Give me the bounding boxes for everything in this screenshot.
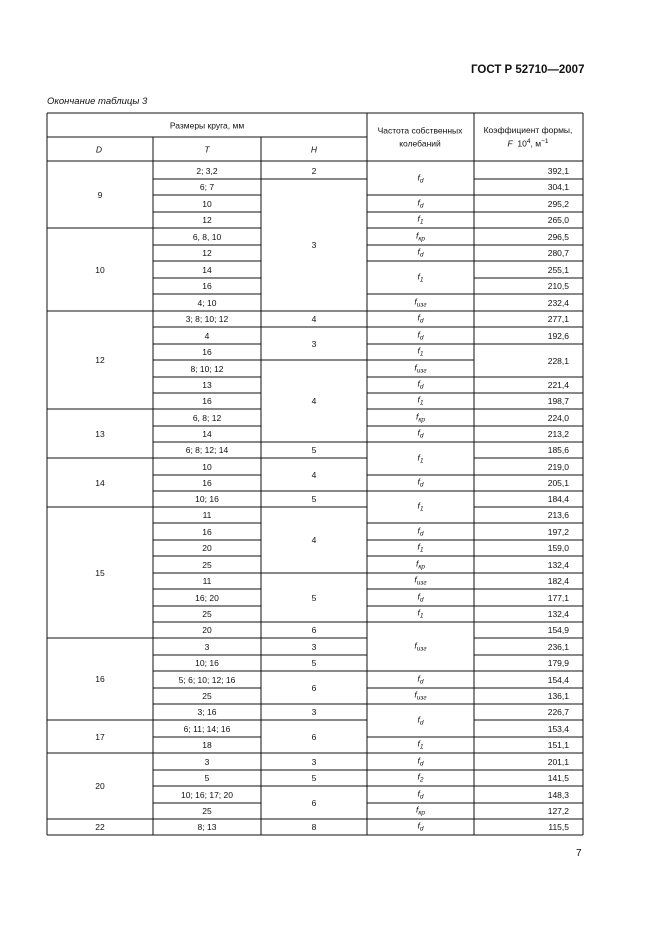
d-cell: 17 — [95, 731, 105, 742]
frequency-symbol: f — [417, 738, 420, 749]
frequency-cell — [418, 739, 424, 751]
coefficient-cell: 127,2 — [547, 805, 569, 816]
coefficient-cell: 224,0 — [547, 412, 569, 423]
frequency-cell — [418, 542, 424, 554]
frequency-subscript: 1 — [419, 456, 424, 464]
coefficient-cell: 136,1 — [547, 690, 569, 701]
frequency-symbol: f — [417, 171, 420, 182]
frequency-cell — [416, 559, 425, 571]
frequency-symbol: f — [414, 574, 417, 585]
t-cell: 10 — [202, 461, 212, 472]
frequency-cell — [418, 592, 424, 604]
coefficient-cell: 197,2 — [547, 526, 569, 537]
t-cell: 16 — [202, 395, 212, 406]
coefficient-cell: 159,0 — [547, 542, 569, 553]
t-cell: 8; 10; 12 — [190, 363, 224, 374]
frequency-symbol: f — [417, 713, 420, 724]
d-cell: 20 — [95, 780, 105, 791]
frequency-subscript: d — [419, 481, 424, 489]
frequency-subscript: 1 — [419, 399, 424, 407]
frequency-symbol: f — [417, 820, 420, 831]
h-cell: 4 — [311, 469, 317, 480]
t-cell: 6; 11; 14; 16 — [183, 723, 231, 734]
coefficient-cell: 236,1 — [547, 641, 569, 652]
h-cell: 6 — [311, 682, 317, 693]
coefficient-cell: 213,6 — [547, 509, 569, 520]
header-t: T — [204, 144, 210, 155]
frequency-subscript: d — [419, 529, 424, 537]
frequency-subscript: 1 — [419, 275, 424, 283]
frequency-subscript: d — [419, 251, 424, 259]
t-cell: 6; 8; 12; 14 — [185, 444, 229, 455]
t-cell: 4 — [204, 330, 210, 341]
d-cell: 22 — [95, 821, 105, 832]
frequency-symbol: f — [417, 541, 420, 552]
frequency-cell — [418, 772, 424, 784]
frequency-subscript: изг — [416, 366, 427, 374]
coefficient-cell: 221,4 — [547, 379, 569, 390]
coefficient-cell: 295,2 — [547, 198, 569, 209]
frequency-symbol: f — [417, 607, 420, 618]
frequency-subscript: d — [419, 825, 424, 833]
frequency-subscript: d — [419, 595, 424, 603]
coefficient-cell: 201,1 — [547, 756, 569, 767]
frequency-subscript: d — [419, 383, 424, 391]
h-cell: 6 — [311, 624, 317, 635]
t-cell: 10; 16 — [195, 493, 219, 504]
coefficient-cell: 153,4 — [547, 723, 569, 734]
d-cell: 16 — [95, 673, 105, 684]
frequency-subscript: d — [419, 317, 424, 325]
frequency-cell — [418, 526, 424, 538]
coefficient-cell: 151,1 — [547, 739, 569, 750]
standard-number: ГОСТ Р 52710—2007 — [471, 64, 585, 76]
header-coefficient-line1: Коэффициент формы, — [483, 124, 573, 135]
coefficient-cell: 177,1 — [547, 592, 569, 603]
frequency-subscript: 1 — [419, 350, 424, 358]
frequency-subscript: d — [419, 677, 424, 685]
frequency-symbol: f — [415, 229, 419, 240]
coefficient-cell: 132,4 — [547, 559, 569, 570]
frequency-symbol: f — [417, 394, 420, 405]
frequency-cell — [418, 346, 424, 358]
frequency-subscript: кр — [418, 234, 426, 242]
t-cell: 5 — [204, 772, 210, 783]
frequency-symbol: f — [417, 196, 420, 207]
t-cell: 14 — [202, 264, 212, 275]
page-number: 7 — [576, 848, 582, 859]
frequency-cell — [414, 690, 426, 702]
coefficient-cell: 115,5 — [548, 821, 569, 832]
frequency-symbol: f — [417, 771, 420, 782]
frequency-symbol: f — [417, 270, 420, 281]
t-cell: 20 — [202, 624, 212, 635]
h-cell: 3 — [311, 706, 317, 717]
frequency-symbol: f — [417, 345, 420, 356]
coefficient-cell: 132,4 — [547, 608, 569, 619]
coefficient-cell: 198,7 — [547, 395, 569, 406]
frequency-cell — [418, 674, 424, 686]
header-d: D — [95, 144, 103, 155]
coefficient-cell: 277,1 — [547, 313, 569, 324]
t-cell: 3 — [204, 756, 210, 767]
t-cell: 25 — [202, 608, 212, 619]
t-cell: 16 — [202, 280, 212, 291]
d-cell: 15 — [95, 567, 105, 578]
frequency-cell — [418, 821, 424, 833]
coefficient-unit: , м — [530, 138, 542, 149]
frequency-cell — [418, 313, 424, 325]
h-cell: 8 — [311, 821, 317, 832]
d-cell: 9 — [97, 189, 103, 200]
frequency-cell — [418, 477, 424, 489]
t-cell: 3; 8; 10; 12 — [185, 313, 229, 324]
frequency-subscript: изг — [416, 579, 427, 587]
t-cell: 20 — [202, 542, 212, 553]
t-cell: 12 — [202, 247, 212, 258]
header-frequency — [378, 124, 463, 150]
coefficient-unit-exponent: −1 — [541, 137, 549, 145]
frequency-cell — [416, 412, 425, 424]
frequency-cell — [418, 330, 424, 342]
t-cell: 11 — [202, 509, 212, 520]
t-cell: 10; 16; 17; 20 — [181, 789, 233, 800]
h-cell: 5 — [311, 444, 317, 455]
frequency-symbol: f — [417, 427, 420, 438]
frequency-subscript: 1 — [419, 743, 424, 751]
t-cell: 25 — [202, 805, 212, 816]
h-cell: 4 — [311, 534, 317, 545]
coefficient-cell: 255,1 — [547, 264, 569, 275]
frequency-cell — [418, 247, 424, 259]
frequency-cell — [414, 641, 426, 653]
coefficient-cell: 265,0 — [547, 214, 569, 225]
d-cell: 10 — [95, 264, 105, 275]
frequency-cell — [418, 272, 424, 284]
frequency-symbol: f — [417, 378, 420, 389]
coefficient-cell: 192,6 — [547, 330, 569, 341]
frequency-cell — [418, 173, 424, 185]
header-h: H — [310, 144, 318, 155]
frequency-subscript: кр — [418, 415, 426, 423]
coefficient-cell: 392,1 — [547, 165, 569, 176]
coefficient-cell: 205,1 — [547, 477, 569, 488]
h-cell: 3 — [311, 338, 317, 349]
frequency-cell — [418, 756, 424, 768]
coefficient-cell: 219,0 — [547, 461, 569, 472]
header-sizes-group: Размеры круга, мм — [169, 120, 245, 131]
t-cell: 13 — [202, 379, 212, 390]
d-cell: 13 — [95, 428, 105, 439]
coefficient-multiplier: 10 — [517, 138, 527, 149]
h-cell: 4 — [311, 395, 317, 406]
coefficient-cell: 185,6 — [547, 444, 569, 455]
frequency-cell — [418, 501, 424, 513]
coefficient-exponent: 4 — [526, 137, 531, 145]
t-cell: 16 — [202, 477, 212, 488]
frequency-subscript: d — [419, 201, 424, 209]
t-cell: 2; 3,2 — [196, 165, 218, 176]
frequency-symbol: f — [417, 476, 420, 487]
header-coefficient-line2 — [484, 137, 573, 151]
coefficient-symbol: F — [507, 138, 513, 149]
frequency-cell — [414, 575, 426, 587]
frequency-cell — [418, 789, 424, 801]
frequency-symbol: f — [414, 639, 417, 650]
frequency-subscript: 1 — [419, 505, 424, 513]
t-cell: 16 — [202, 346, 212, 357]
coefficient-cell: 148,3 — [547, 789, 569, 800]
frequency-subscript: кр — [418, 562, 426, 570]
frequency-symbol: f — [417, 328, 420, 339]
h-cell: 5 — [311, 493, 317, 504]
frequency-cell — [418, 608, 424, 620]
d-cell: 12 — [95, 354, 105, 365]
header-frequency-line2: колебаний — [399, 138, 441, 148]
h-cell: 6 — [311, 797, 317, 808]
h-cell: 5 — [311, 772, 317, 783]
frequency-symbol: f — [414, 689, 417, 700]
frequency-symbol: f — [417, 524, 420, 535]
coefficient-cell: 154,4 — [547, 674, 569, 685]
h-cell: 5 — [311, 657, 317, 668]
frequency-cell — [418, 715, 424, 727]
t-cell: 11 — [202, 575, 212, 586]
frequency-cell — [418, 428, 424, 440]
frequency-cell — [418, 453, 424, 465]
h-cell: 3 — [311, 756, 317, 767]
t-cell: 8; 13 — [197, 821, 217, 832]
frequency-subscript: кр — [418, 809, 426, 817]
frequency-symbol: f — [415, 410, 419, 421]
h-cell: 5 — [311, 592, 317, 603]
frequency-cell — [414, 297, 426, 309]
h-cell: 2 — [311, 165, 317, 176]
t-cell: 5; 6; 10; 12; 16 — [178, 674, 236, 685]
frequency-subscript: d — [419, 432, 424, 440]
t-cell: 14 — [202, 428, 212, 439]
frequency-cell — [416, 805, 425, 817]
frequency-subscript: d — [419, 176, 424, 184]
frequency-symbol: f — [417, 451, 420, 462]
frequency-cell — [418, 395, 424, 407]
frequency-subscript: d — [419, 718, 424, 726]
frequency-symbol: f — [417, 672, 420, 683]
header-shape-coefficient — [484, 124, 573, 150]
frequency-subscript: d — [419, 792, 424, 800]
frequency-subscript: 1 — [419, 546, 424, 554]
coefficient-cell: 228,1 — [547, 355, 569, 366]
h-cell: 3 — [311, 239, 317, 250]
frequency-symbol: f — [415, 557, 419, 568]
t-cell: 12 — [202, 214, 212, 225]
t-cell: 18 — [202, 739, 212, 750]
frequency-symbol: f — [417, 246, 420, 257]
frequency-subscript: 2 — [419, 776, 424, 784]
t-cell: 4; 10 — [197, 297, 217, 308]
frequency-symbol: f — [417, 787, 420, 798]
frequency-symbol: f — [414, 295, 417, 306]
coefficient-cell: 154,9 — [547, 624, 569, 635]
t-cell: 6; 7 — [199, 181, 215, 192]
frequency-subscript: изг — [416, 694, 427, 702]
t-cell: 16 — [202, 526, 212, 537]
frequency-symbol: f — [415, 804, 419, 815]
t-cell: 25 — [202, 690, 212, 701]
frequency-subscript: изг — [416, 644, 427, 652]
coefficient-cell: 182,4 — [547, 575, 569, 586]
t-cell: 6, 8, 10 — [192, 231, 222, 242]
coefficient-cell: 226,7 — [547, 706, 569, 717]
coefficient-cell: 296,5 — [547, 231, 569, 242]
frequency-subscript: изг — [416, 300, 427, 308]
frequency-cell — [418, 379, 424, 391]
coefficient-cell: 280,7 — [547, 247, 569, 258]
frequency-subscript: d — [419, 333, 424, 341]
h-cell: 4 — [311, 313, 317, 324]
frequency-symbol: f — [417, 590, 420, 601]
frequency-cell — [414, 363, 426, 375]
t-cell: 6, 8; 12 — [192, 412, 222, 423]
frequency-symbol: f — [417, 754, 420, 765]
frequency-symbol: f — [414, 361, 417, 372]
coefficient-cell: 179,9 — [547, 657, 569, 668]
d-cell: 14 — [95, 477, 105, 488]
frequency-cell — [418, 214, 424, 226]
header-frequency-line1: Частота собственных — [377, 125, 463, 136]
t-cell: 10; 16 — [195, 657, 219, 668]
coefficient-cell: 141,5 — [547, 772, 569, 783]
frequency-cell — [416, 231, 425, 243]
coefficient-cell: 210,5 — [547, 280, 569, 291]
h-cell: 3 — [311, 641, 317, 652]
frequency-symbol: f — [417, 312, 420, 323]
t-cell: 3 — [204, 641, 210, 652]
frequency-subscript: d — [419, 759, 424, 767]
t-cell: 3; 16 — [197, 706, 217, 717]
frequency-subscript: 1 — [419, 218, 424, 226]
coefficient-cell: 184,4 — [547, 493, 569, 504]
t-cell: 10 — [202, 198, 212, 209]
coefficient-cell: 304,1 — [547, 181, 569, 192]
coefficient-cell: 213,2 — [547, 428, 569, 439]
frequency-symbol: f — [417, 500, 420, 511]
table-caption: Окончание таблицы 3 — [47, 96, 148, 107]
coefficient-cell: 232,4 — [547, 297, 569, 308]
frequency-subscript: 1 — [419, 612, 424, 620]
t-cell: 16; 20 — [195, 592, 219, 603]
frequency-cell — [418, 198, 424, 210]
frequency-symbol: f — [417, 213, 420, 224]
h-cell: 6 — [311, 731, 317, 742]
t-cell: 25 — [202, 559, 212, 570]
